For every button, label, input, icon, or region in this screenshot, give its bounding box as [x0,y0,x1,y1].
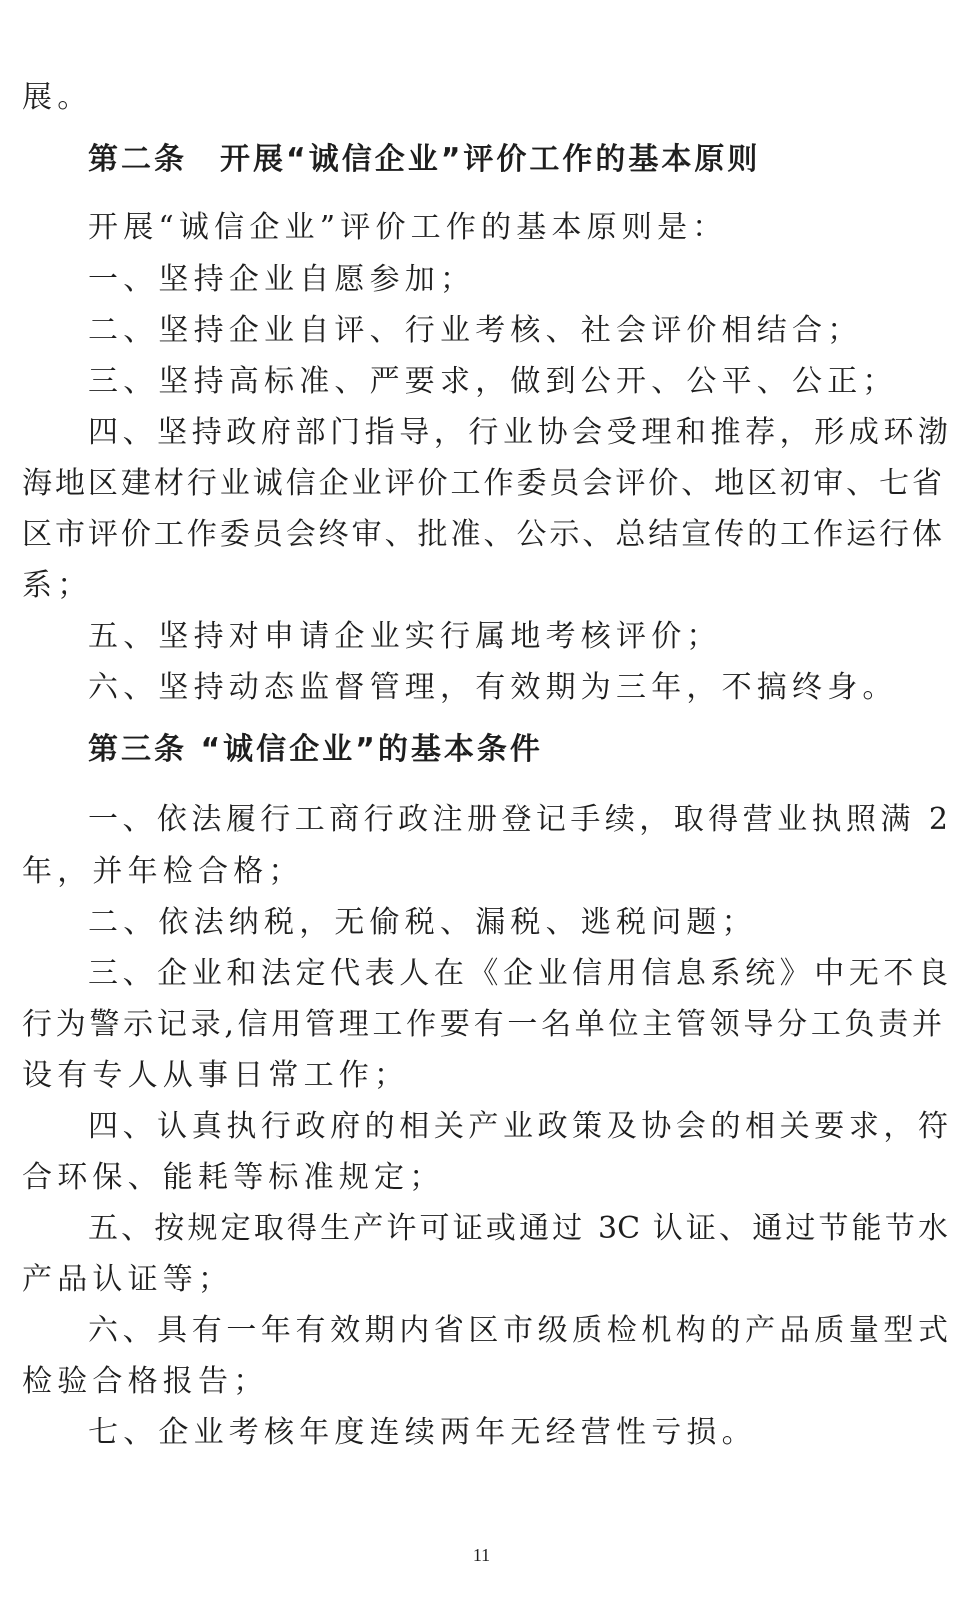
text-line: 年，并年检合格； [22,854,304,889]
text-line: 开展“诚信企业”评价工作的基本原则是： [88,210,728,245]
list-item: 二、坚持企业自评、行业考核、社会评价相结合； [88,313,863,348]
article-heading: 第二条 开展“诚信企业”评价工作的基本原则 [88,142,761,177]
list-item: 一、依法履行工商行政注册登记手续，取得营业执照满 2 [88,802,948,837]
text-line: 海地区建材行业诚信企业评价工作委员会评价、地区初审、七省 [22,466,942,501]
list-item: 五、坚持对申请企业实行属地考核评价； [88,619,722,654]
text-line: 系； [22,568,93,603]
text-line: 合环保、能耗等标准规定； [22,1160,445,1195]
list-item: 一、坚持企业自愿参加； [88,262,476,297]
list-item: 四、认真执行政府的相关产业政策及协会的相关要求，符 [88,1109,948,1144]
list-item: 四、坚持政府部门指导，行业协会受理和推荐，形成环渤 [88,415,948,450]
article-heading: 第三条 “诚信企业”的基本条件 [88,732,543,767]
text-line: 区市评价工作委员会终审、批准、公示、总结宣传的工作运行体 [22,517,942,552]
text-line: 产品认证等； [22,1262,234,1297]
text-line: 展。 [22,80,93,115]
text-line: 设有专人从事日常工作； [22,1058,410,1093]
page-number: 11 [472,1545,491,1565]
text-line: 检验合格报告； [22,1364,269,1399]
list-item: 六、坚持动态监督管理，有效期为三年，不搞终身。 [88,670,898,705]
list-item: 二、依法纳税，无偷税、漏税、逃税问题； [88,905,757,940]
list-item: 六、具有一年有效期内省区市级质检机构的产品质量型式 [88,1313,948,1348]
list-item: 三、企业和法定代表人在《企业信用信息系统》中无不良 [88,956,948,991]
text-line: 行为警示记录,信用管理工作要有一名单位主管领导分工负责并 [22,1007,942,1042]
list-item: 三、坚持高标准、严要求，做到公开、公平、公正； [88,364,898,399]
list-item: 七、企业考核年度连续两年无经营性亏损。 [88,1415,757,1450]
list-item: 五、按规定取得生产许可证或通过 3C 认证、通过节能节水 [88,1211,948,1246]
